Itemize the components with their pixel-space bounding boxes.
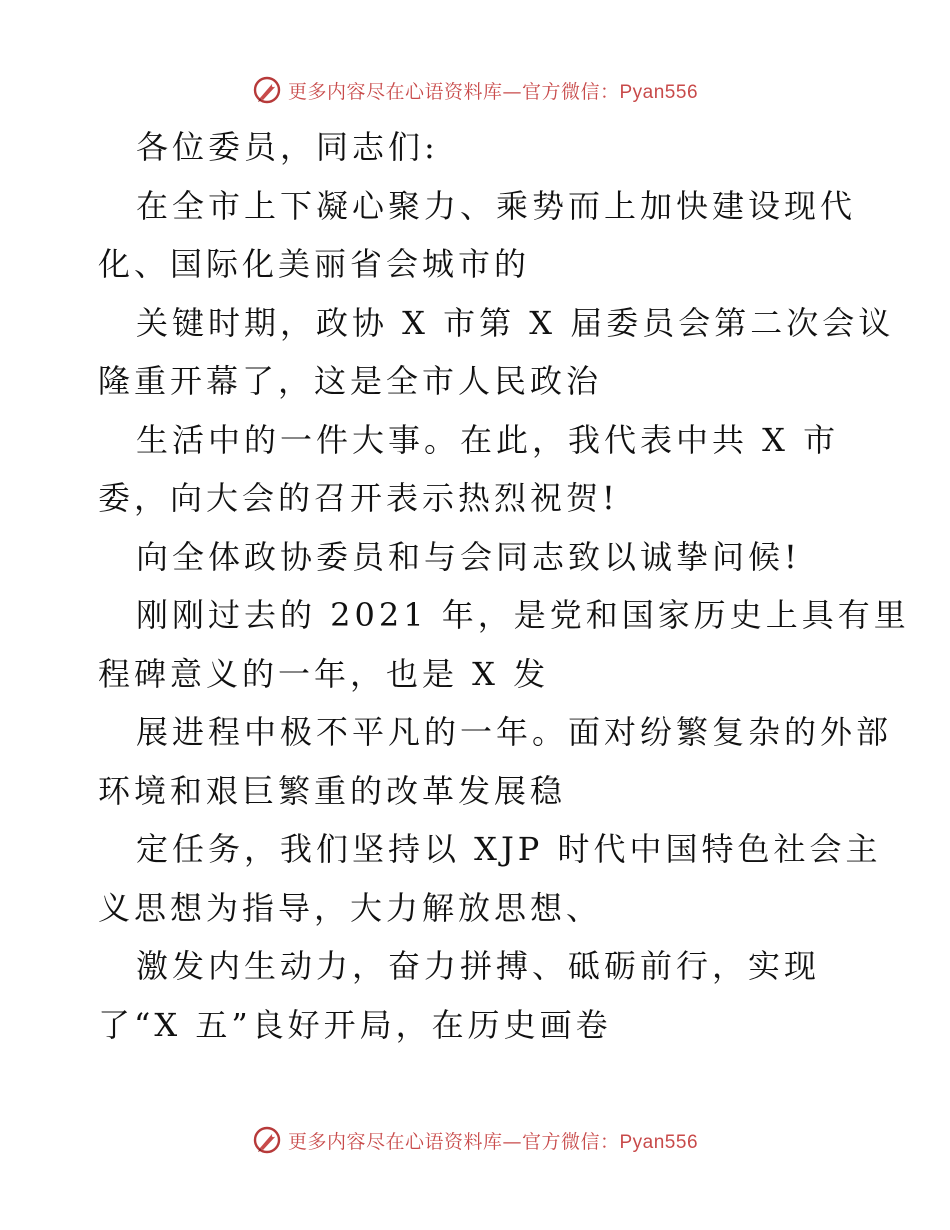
text-line: 委，向大会的召开表示热烈祝贺! — [98, 479, 619, 517]
watermark-header — [0, 70, 950, 110]
watermark-prefix: 更多内容尽在心语资料库—官方微信： — [287, 80, 620, 103]
document-body — [98, 118, 910, 1054]
text-line: 定任务，我们坚持以 XJP 时代中国特色社会主 — [136, 830, 882, 868]
watermark-footer — [0, 1120, 950, 1160]
watermark-group — [252, 75, 698, 105]
text-line: 程碑意义的一年，也是 X 发 — [98, 654, 550, 693]
text-line: 各位委员，同志们: — [136, 128, 439, 166]
text-line: 化、国际化美丽省会城市的 — [98, 245, 531, 283]
text-line: 关键时期，政协 X 市第 X 届委员会第二次会议 — [136, 303, 895, 342]
text-line: 刚刚过去的 2021 年，是党和国家历史上具有里 — [136, 596, 910, 634]
text-line: 义思想为指导，大力解放思想、 — [98, 888, 603, 927]
watermark-id: Pyan556 — [619, 1131, 699, 1153]
text-line: 隆重开幕了，这是全市人民政治 — [98, 362, 603, 400]
pen-logo-icon — [252, 75, 282, 105]
watermark-id: Pyan556 — [619, 81, 699, 103]
text-line: 环境和艰巨繁重的改革发展稳 — [98, 771, 567, 810]
watermark-prefix: 更多内容尽在心语资料库—官方微信： — [287, 1130, 620, 1153]
text-line: 了“X 五”良好开局，在历史画卷 — [98, 1005, 612, 1044]
text-line: 展进程中极不平凡的一年。面对纷繁复杂的外部 — [136, 713, 893, 751]
text-line: 向全体政协委员和与会同志致以诚挚问候! — [136, 537, 801, 576]
text-line: 激发内生动力，奋力拼搏、砥砺前行，实现 — [136, 947, 821, 985]
watermark-text — [288, 77, 698, 104]
pen-logo-icon — [252, 1125, 282, 1155]
watermark-text — [288, 1127, 698, 1154]
text-line: 生活中的一件大事。在此，我代表中共 X 市 — [136, 420, 840, 459]
watermark-group — [252, 1125, 698, 1155]
text-line: 在全市上下凝心聚力、乘势而上加快建设现代 — [136, 186, 857, 225]
